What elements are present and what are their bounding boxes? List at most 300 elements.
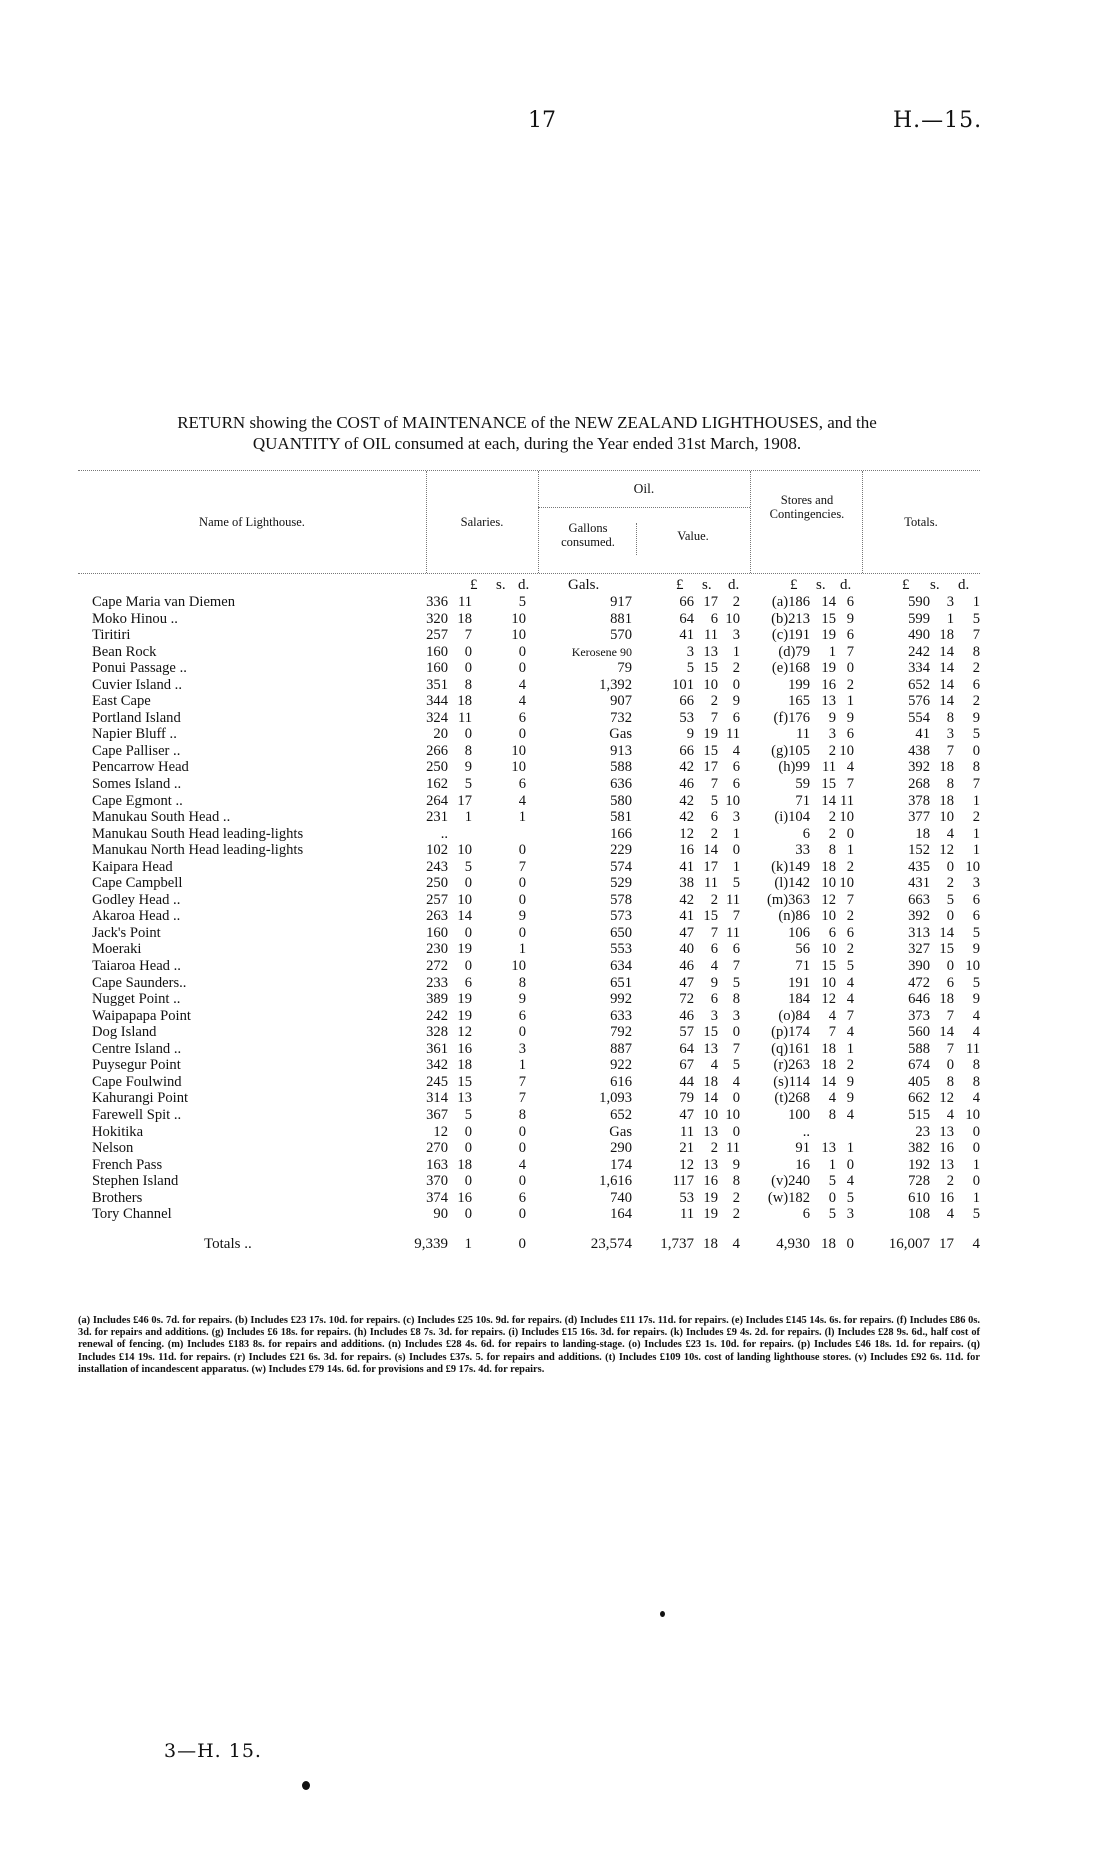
- totals-pounds-cell: 554: [908, 709, 930, 726]
- stores-pounds-cell: (e)168: [771, 660, 810, 677]
- totals-pence-cell: 1: [972, 842, 980, 859]
- stores-pounds-cell: (i)104: [774, 809, 810, 826]
- table-row: [78, 1206, 980, 1223]
- value-shillings-cell: 6: [710, 809, 718, 826]
- lighthouse-name: Nelson: [92, 1140, 134, 1157]
- value-pounds-cell: 47: [679, 1106, 694, 1123]
- salaries-shillings-cell: 19: [457, 1007, 472, 1024]
- stores-pence-cell: 1: [846, 842, 854, 859]
- salaries-shillings-cell: 13: [457, 1090, 472, 1107]
- totals-shillings-cell: 0: [946, 858, 954, 875]
- totals-shillings-cell: 16: [939, 1189, 954, 1206]
- salaries-pounds-cell: 342: [426, 1057, 448, 1074]
- value-pounds-cell: 64: [679, 1040, 694, 1057]
- value-shillings-cell: 9: [710, 974, 718, 991]
- totals-pounds-cell: 435: [908, 858, 930, 875]
- totals-pence-cell: 4: [972, 1007, 980, 1024]
- lighthouse-name: Kahurangi Point: [92, 1090, 189, 1107]
- totals-shillings-cell: 3: [946, 726, 954, 743]
- totals-pence-cell: 6: [972, 891, 980, 908]
- salaries-shillings-cell: 18: [457, 1156, 472, 1173]
- table-row: [78, 677, 980, 694]
- totals-pence-cell: 11: [965, 1040, 980, 1057]
- salaries-pence-cell: 6: [518, 776, 526, 793]
- stores-pence-cell: 4: [846, 759, 854, 776]
- totals-pence-cell: 2: [972, 809, 980, 826]
- stores-pounds-cell: ..: [802, 1123, 810, 1140]
- salaries-pounds-cell: 266: [426, 742, 448, 759]
- value-pounds-cell: 42: [679, 792, 694, 809]
- value-pence-cell: 11: [725, 1140, 740, 1157]
- lighthouse-name: Portland Island: [92, 709, 181, 726]
- table-row: [78, 1124, 980, 1141]
- value-pounds-cell: 117: [672, 1173, 694, 1190]
- header-oil: Oil.: [633, 481, 655, 496]
- lighthouse-name: Hokitika: [92, 1123, 144, 1140]
- gallons-cell: 917: [610, 594, 632, 610]
- lighthouse-name: Napier Bluff ..: [92, 726, 177, 743]
- salaries-pounds-cell: 160: [426, 660, 448, 677]
- salaries-pence-cell: 0: [518, 660, 526, 677]
- totals-pence-cell: 10: [965, 958, 980, 975]
- totals-pence-cell: 8: [972, 759, 980, 776]
- totals-pence-cell: 5: [972, 726, 980, 743]
- value-pounds-cell: 9: [686, 726, 694, 743]
- lighthouse-cost-table: [78, 470, 980, 1255]
- page-number: 17: [528, 108, 556, 133]
- totals-pence-cell: 8: [972, 1057, 980, 1074]
- stores-pounds-cell: (c)191: [771, 627, 810, 644]
- value-pence-cell: 11: [725, 726, 740, 743]
- totals-shillings-cell: 4: [946, 825, 954, 842]
- value-pence-cell: 5: [732, 875, 740, 892]
- totals-pounds-cell: 515: [908, 1106, 930, 1123]
- value-pence-cell: 8: [732, 1173, 740, 1190]
- gallons-cell: 166: [610, 825, 632, 842]
- salaries-pence-cell: 0: [518, 891, 526, 908]
- value-pounds-cell: 41: [679, 627, 694, 644]
- salaries-pence-cell: 6: [518, 709, 526, 726]
- stores-pence-cell: 6: [846, 627, 854, 644]
- stores-pounds-cell: (b)213: [771, 610, 810, 627]
- gallons-cell: 1,093: [599, 1090, 632, 1107]
- totals-stores-pence: 0: [846, 1235, 854, 1252]
- value-shillings-cell: 4: [710, 1057, 718, 1074]
- stores-shillings-cell: 13: [821, 1140, 836, 1157]
- value-pence-cell: 11: [725, 924, 740, 941]
- salaries-shillings-cell: 0: [464, 660, 472, 677]
- salaries-shillings-cell: 5: [464, 858, 472, 875]
- gallons-cell: 740: [610, 1189, 632, 1206]
- totals-shillings-cell: 3: [946, 594, 954, 610]
- salaries-pounds-cell: 361: [426, 1040, 448, 1057]
- lighthouse-name: Puysegur Point: [92, 1057, 181, 1074]
- value-pence-cell: 0: [732, 1024, 740, 1041]
- value-shillings-cell: 13: [703, 1123, 718, 1140]
- salaries-shillings-cell: 18: [457, 610, 472, 627]
- salaries-pounds-cell: 263: [426, 908, 448, 925]
- stores-pence-cell: 7: [846, 1007, 854, 1024]
- stores-shillings-cell: 12: [821, 891, 836, 908]
- lighthouse-name: Ponui Passage ..: [92, 660, 187, 677]
- unit-pounds: £: [470, 577, 478, 593]
- salaries-shillings-cell: 8: [464, 676, 472, 693]
- table-row: [78, 809, 980, 826]
- gallons-cell: 634: [610, 958, 632, 975]
- value-pence-cell: 0: [732, 1090, 740, 1107]
- value-pence-cell: 3: [732, 627, 740, 644]
- totals-pounds-cell: 382: [908, 1140, 930, 1157]
- table-row: [78, 594, 980, 611]
- salaries-pence-cell: 8: [518, 974, 526, 991]
- header-salaries: Salaries.: [460, 515, 504, 529]
- stores-pounds-cell: (h)99: [778, 759, 810, 776]
- unit-pence: d.: [958, 577, 970, 593]
- stores-shillings-cell: 15: [821, 958, 836, 975]
- totals-stores-shillings: 18: [821, 1235, 836, 1252]
- stores-shillings-cell: 19: [821, 660, 836, 677]
- totals-pounds-cell: 576: [908, 693, 930, 710]
- stores-shillings-cell: 18: [821, 1057, 836, 1074]
- totals-totals-shillings: 17: [939, 1235, 954, 1252]
- stores-shillings-cell: 14: [821, 1073, 836, 1090]
- value-shillings-cell: 18: [703, 1073, 718, 1090]
- unit-pounds: £: [790, 577, 798, 593]
- totals-value-pounds: 1,737: [660, 1235, 694, 1252]
- value-pounds-cell: 42: [679, 759, 694, 776]
- table-row: [78, 660, 980, 677]
- value-pence-cell: 11: [725, 891, 740, 908]
- salaries-shillings-cell: 14: [457, 908, 472, 925]
- value-shillings-cell: 6: [710, 941, 718, 958]
- totals-pence-cell: 9: [972, 991, 980, 1008]
- totals-shillings-cell: 4: [946, 1206, 954, 1223]
- stores-shillings-cell: 1: [828, 1156, 836, 1173]
- totals-pounds-cell: 405: [908, 1073, 930, 1090]
- value-shillings-cell: 19: [703, 1189, 718, 1206]
- value-shillings-cell: 2: [710, 891, 718, 908]
- header-gallons: Gallons consumed.: [561, 521, 615, 549]
- totals-shillings-cell: 7: [946, 742, 954, 759]
- totals-pounds-cell: 663: [908, 891, 930, 908]
- value-shillings-cell: 10: [703, 1106, 718, 1123]
- salaries-pounds-cell: 163: [426, 1156, 448, 1173]
- salaries-shillings-cell: 5: [464, 776, 472, 793]
- salaries-pounds-cell: 250: [426, 759, 448, 776]
- stores-pence-cell: 6: [846, 594, 854, 610]
- stores-pounds-cell: 91: [795, 1140, 810, 1157]
- salaries-shillings-cell: 16: [457, 1040, 472, 1057]
- totals-pence-cell: 6: [972, 676, 980, 693]
- salaries-pounds-cell: 12: [433, 1123, 448, 1140]
- gallons-cell: 529: [610, 875, 632, 892]
- value-pounds-cell: 11: [679, 1123, 694, 1140]
- lighthouse-name: Tory Channel: [92, 1206, 172, 1223]
- lighthouse-name: Stephen Island: [92, 1173, 179, 1190]
- value-pence-cell: 5: [732, 1057, 740, 1074]
- salaries-shillings-cell: 1: [464, 809, 472, 826]
- totals-shillings-cell: 2: [946, 1173, 954, 1190]
- totals-pounds-cell: 390: [908, 958, 930, 975]
- value-shillings-cell: 7: [710, 776, 718, 793]
- salaries-shillings-cell: 0: [464, 1206, 472, 1223]
- footnote-text: (a) Includes £46 0s. 7d. for repairs. (b) Includes £23 17s. 10d. for repairs. (c) Includes £25 10s. 9d. for repairs. (d) Includes £11 17s. 11d. for repairs. (e) Includes £145 14s. 6s. for repairs. (f) Includes £86 0s. 3d. for repairs and additions. (g) Includes £6 18s. for repairs. (h) Includes £8 7s. 3d. for repairs. (i) Includes £15 16s. 3d. for repairs. (k) Includes £9 4s. 2d. for repairs. (l) Includes £28 9s. 6d., half cost of renewal of fencing. (m) Includes £183 8s. for repairs and additions. (n) Includes £28 4s. 6d. for repairs to landing-stage. (o) Includes £23 1s. 10d. for repairs. (p) Includes £46 18s. 1d. for repairs. (q) Includes £14 19s. 11d. for repairs. (r) Includes £21 6s. 3d. for repairs. (s) Includes £37s. 5. for repairs and additions. (t) Includes £109 10s. cost of landing lighthouse stores. (v) Includes £92 6s. 11d. for installation of incandescent apparatus. (w) Includes £79 14s. 6d. for provisions and £9 17s. 4d. for repairs.: [78, 1315, 980, 1375]
- totals-pounds-cell: 392: [908, 908, 930, 925]
- totals-pounds-cell: 662: [908, 1090, 930, 1107]
- gallons-cell: Gas: [609, 726, 632, 743]
- totals-pence-cell: 1: [972, 792, 980, 809]
- value-pence-cell: 10: [725, 792, 740, 809]
- value-shillings-cell: 13: [703, 643, 718, 660]
- value-shillings-cell: 2: [710, 693, 718, 710]
- salaries-pounds-cell: 250: [426, 875, 448, 892]
- totals-pounds-cell: 313: [908, 924, 930, 941]
- value-pounds-cell: 46: [679, 776, 694, 793]
- gallons-cell: 913: [610, 742, 632, 759]
- salaries-shillings-cell: 6: [464, 974, 472, 991]
- lighthouse-name: Cape Maria van Diemen: [92, 594, 236, 610]
- totals-shillings-cell: 13: [939, 1123, 954, 1140]
- totals-shillings-cell: 14: [939, 643, 954, 660]
- value-pounds-cell: 12: [679, 1156, 694, 1173]
- totals-shillings-cell: 18: [939, 627, 954, 644]
- value-shillings-cell: 15: [703, 1024, 718, 1041]
- totals-pounds-cell: 610: [908, 1189, 930, 1206]
- salaries-shillings-cell: 0: [464, 1140, 472, 1157]
- salaries-pence-cell: 0: [518, 643, 526, 660]
- salaries-shillings-cell: 19: [457, 991, 472, 1008]
- salaries-shillings-cell: 10: [457, 891, 472, 908]
- totals-shillings-cell: 8: [946, 776, 954, 793]
- totals-salaries-shillings: 1: [464, 1235, 472, 1252]
- lighthouse-name: Bean Rock: [92, 643, 157, 660]
- lighthouse-name: Cape Egmont ..: [92, 792, 183, 809]
- value-pounds-cell: 53: [679, 709, 694, 726]
- value-pounds-cell: 57: [679, 1024, 694, 1041]
- stores-pounds-cell: (d)79: [778, 643, 810, 660]
- stores-pounds-cell: (t)268: [774, 1090, 810, 1107]
- stores-pounds-cell: (s)114: [773, 1073, 810, 1090]
- salaries-pounds-cell: 231: [426, 809, 448, 826]
- totals-pounds-cell: 472: [908, 974, 930, 991]
- stores-pounds-cell: (o)84: [778, 1007, 810, 1024]
- stores-pounds-cell: 11: [795, 726, 810, 743]
- totals-pounds-cell: 378: [908, 792, 930, 809]
- salaries-pounds-cell: 389: [426, 991, 448, 1008]
- totals-pounds-cell: 18: [915, 825, 930, 842]
- salaries-pence-cell: 0: [518, 875, 526, 892]
- lighthouse-name: Manukau South Head ..: [92, 809, 231, 826]
- lighthouse-name: Jack's Point: [92, 924, 161, 941]
- stores-pounds-cell: 16: [795, 1156, 810, 1173]
- totals-shillings-cell: 0: [946, 908, 954, 925]
- totals-pence-cell: 0: [972, 1123, 980, 1140]
- gallons-cell: Gas: [609, 1123, 632, 1140]
- salaries-pence-cell: 1: [518, 809, 526, 826]
- table-row: [78, 1041, 980, 1058]
- stores-pence-cell: 2: [846, 1057, 854, 1074]
- lighthouse-name: Kaipara Head: [92, 858, 173, 875]
- salaries-shillings-cell: 12: [457, 1024, 472, 1041]
- table-row: [78, 1008, 980, 1025]
- totals-pounds-cell: 560: [908, 1024, 930, 1041]
- stores-shillings-cell: 3: [828, 726, 836, 743]
- salaries-pence-cell: 10: [511, 610, 526, 627]
- salaries-pounds-cell: 160: [426, 643, 448, 660]
- salaries-shillings-cell: 0: [464, 875, 472, 892]
- stores-pence-cell: 9: [846, 1090, 854, 1107]
- totals-shillings-cell: 14: [939, 924, 954, 941]
- salaries-pounds-cell: 20: [433, 726, 448, 743]
- totals-gallons: 23,574: [590, 1235, 632, 1252]
- table-row: [78, 644, 980, 661]
- table-row: [78, 842, 980, 859]
- gallons-cell: 992: [610, 991, 632, 1008]
- salaries-pence-cell: 1: [518, 1057, 526, 1074]
- totals-totals-pence: 4: [972, 1235, 980, 1252]
- stores-pounds-cell: (r)263: [773, 1057, 810, 1074]
- stores-pence-cell: 10: [839, 875, 854, 892]
- value-pence-cell: 7: [732, 958, 740, 975]
- salaries-pounds-cell: 328: [426, 1024, 448, 1041]
- value-shillings-cell: 7: [710, 924, 718, 941]
- table-row: [78, 859, 980, 876]
- stores-pounds-cell: (a)186: [771, 594, 810, 610]
- salaries-pence-cell: 4: [518, 1156, 526, 1173]
- value-shillings-cell: 6: [710, 610, 718, 627]
- lighthouse-name: Pencarrow Head: [92, 759, 189, 776]
- stores-pence-cell: 1: [846, 693, 854, 710]
- value-shillings-cell: 13: [703, 1040, 718, 1057]
- totals-shillings-cell: 18: [939, 759, 954, 776]
- gallons-cell: 578: [610, 891, 632, 908]
- unit-shillings: s.: [816, 577, 826, 593]
- totals-pounds-cell: 268: [908, 776, 930, 793]
- table-row: [78, 743, 980, 760]
- stores-pence-cell: 11: [839, 792, 854, 809]
- header-name: Name of Lighthouse.: [199, 515, 305, 529]
- unit-gals: Gals.: [568, 577, 600, 593]
- salaries-pounds-cell: 233: [426, 974, 448, 991]
- gallons-cell: 229: [610, 842, 632, 859]
- totals-pence-cell: 5: [972, 1206, 980, 1223]
- totals-pounds-cell: 152: [908, 842, 930, 859]
- totals-pence-cell: 1: [972, 1156, 980, 1173]
- lighthouse-name: Manukau South Head leading-lights: [92, 825, 304, 842]
- stores-pence-cell: 4: [846, 1024, 854, 1041]
- totals-shillings-cell: 14: [939, 1024, 954, 1041]
- totals-shillings-cell: 10: [939, 809, 954, 826]
- sheet-signature-mark: 3—H. 15.: [164, 1740, 262, 1762]
- gallons-cell: 574: [610, 858, 632, 875]
- value-pounds-cell: 11: [679, 1206, 694, 1223]
- lighthouse-name: Cape Saunders..: [92, 974, 187, 991]
- gallons-cell: 652: [610, 1106, 632, 1123]
- lighthouse-name: Taiaroa Head ..: [92, 958, 181, 975]
- totals-pounds-cell: 377: [908, 809, 930, 826]
- stores-shillings-cell: 6: [828, 924, 836, 941]
- unit-shillings: s.: [930, 577, 940, 593]
- totals-pence-cell: 9: [972, 941, 980, 958]
- stores-pounds-cell: 6: [802, 825, 810, 842]
- salaries-pence-cell: 0: [518, 1123, 526, 1140]
- ink-speck: [660, 1611, 665, 1617]
- lighthouse-name: Waipapapa Point: [92, 1007, 191, 1024]
- stores-pounds-cell: (w)182: [767, 1189, 810, 1206]
- table-row: [78, 759, 980, 776]
- totals-shillings-cell: 14: [939, 693, 954, 710]
- salaries-pounds-cell: 370: [426, 1173, 448, 1190]
- table-row: [78, 1107, 980, 1124]
- stores-shillings-cell: 11: [821, 759, 836, 776]
- table-body: [78, 594, 980, 1223]
- stores-shillings-cell: 15: [821, 610, 836, 627]
- totals-shillings-cell: 7: [946, 1040, 954, 1057]
- stores-shillings-cell: 4: [828, 1007, 836, 1024]
- stores-shillings-cell: 18: [821, 858, 836, 875]
- table-row: [78, 627, 980, 644]
- table-row: [78, 991, 980, 1008]
- stores-shillings-cell: 8: [828, 842, 836, 859]
- totals-pence-cell: 3: [972, 875, 980, 892]
- unit-shillings: s.: [702, 577, 712, 593]
- stores-pence-cell: 2: [846, 858, 854, 875]
- value-pounds-cell: 12: [679, 825, 694, 842]
- value-pounds-cell: 72: [679, 991, 694, 1008]
- value-pence-cell: 0: [732, 676, 740, 693]
- salaries-pounds-cell: 351: [426, 676, 448, 693]
- lighthouse-name: Godley Head ..: [92, 891, 181, 908]
- salaries-shillings-cell: 16: [457, 1189, 472, 1206]
- stores-shillings-cell: 2: [828, 742, 836, 759]
- salaries-shillings-cell: 0: [464, 1173, 472, 1190]
- salaries-pounds-cell: 264: [426, 792, 448, 809]
- gallons-cell: 79: [617, 660, 632, 677]
- salaries-pounds-cell: 162: [426, 776, 448, 793]
- salaries-pounds-cell: 242: [426, 1007, 448, 1024]
- salaries-pence-cell: 1: [518, 941, 526, 958]
- stores-shillings-cell: 15: [821, 776, 836, 793]
- stores-shillings-cell: 8: [828, 1106, 836, 1123]
- salaries-pence-cell: 9: [518, 908, 526, 925]
- salaries-shillings-cell: 0: [464, 726, 472, 743]
- totals-shillings-cell: 8: [946, 709, 954, 726]
- salaries-shillings-cell: 0: [464, 1123, 472, 1140]
- lighthouse-name: Cape Foulwind: [92, 1073, 182, 1090]
- value-pounds-cell: 46: [679, 1007, 694, 1024]
- totals-pounds-cell: 646: [908, 991, 930, 1008]
- totals-pence-cell: 7: [972, 627, 980, 644]
- totals-pence-cell: 5: [972, 610, 980, 627]
- value-pence-cell: 8: [732, 991, 740, 1008]
- stores-pence-cell: 0: [846, 825, 854, 842]
- salaries-pence-cell: 7: [518, 1073, 526, 1090]
- gallons-cell: 553: [610, 941, 632, 958]
- stores-pence-cell: 2: [846, 941, 854, 958]
- salaries-pounds-cell: 314: [426, 1090, 448, 1107]
- value-shillings-cell: 3: [710, 1007, 718, 1024]
- stores-pounds-cell: 191: [788, 974, 810, 991]
- stores-shillings-cell: 4: [828, 1090, 836, 1107]
- gallons-cell: 580: [610, 792, 632, 809]
- value-pence-cell: 2: [732, 594, 740, 610]
- value-pounds-cell: 3: [686, 643, 694, 660]
- ink-speck: [302, 1781, 310, 1790]
- totals-pence-cell: 7: [972, 776, 980, 793]
- return-title: [78, 412, 976, 454]
- stores-pounds-cell: (q)161: [771, 1040, 810, 1057]
- salaries-pounds-cell: 257: [426, 627, 448, 644]
